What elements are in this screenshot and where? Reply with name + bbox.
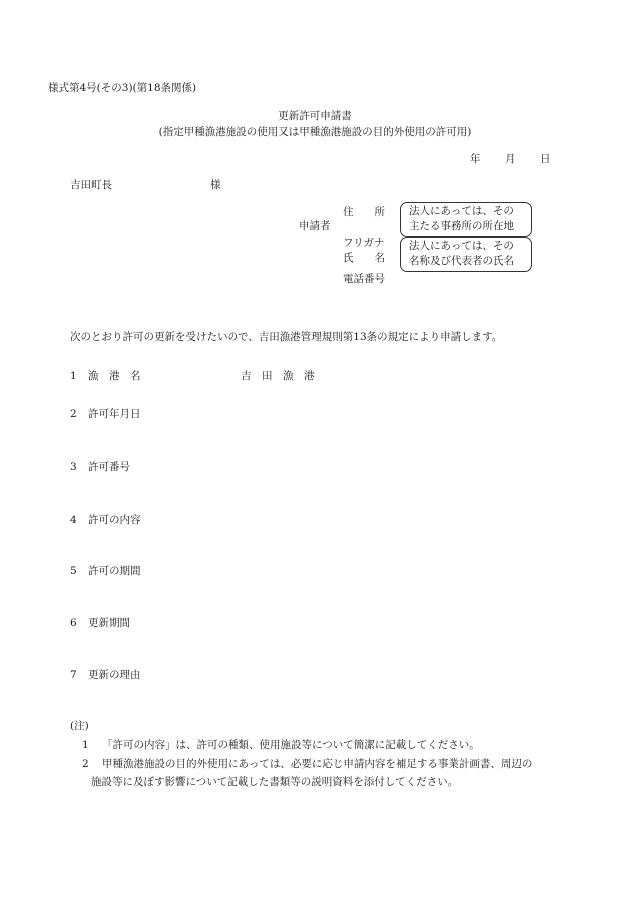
item-label: 漁 港 名 [88,370,141,382]
item-label: 許可番号 [88,461,130,473]
item-number: 4 [70,514,77,526]
item-fishing-port-value: 吉 田 漁 港 [241,370,315,382]
furigana-label: フリガナ [343,237,385,249]
item-fishing-port [70,369,141,383]
addressee-name: 吉田町長 [70,179,112,191]
item-number: 7 [70,669,77,681]
item-permit-content [70,513,141,527]
notes-heading: (注) [70,720,89,732]
item-number: 2 [70,408,77,420]
note-2-text-line1: 甲種漁港施設の目的外使用にあっては、必要に応じ申請内容を補足する事業計画書、周辺の [102,758,533,770]
note-1-text: 「許可の内容」は、許可の種類、使用施設等について簡潔に記載してください。 [102,739,480,751]
name-note-line1: 法人にあっては、その [409,240,514,252]
date-year-label: 年 [470,153,481,165]
name-label: 氏 名 [343,252,385,264]
date-month-label: 月 [505,153,516,165]
note-1-number: 1 [82,739,89,751]
item-label: 許可の期間 [88,565,141,577]
item-number: 3 [70,461,77,473]
item-label: 許可年月日 [88,408,141,420]
addressee-honorific: 様 [210,179,221,191]
date-day-label: 日 [540,153,551,165]
applicant-label: 申請者 [299,220,331,232]
item-label: 更新の理由 [88,669,141,681]
address-note-line1: 法人にあっては、その [409,205,514,217]
name-note-line2: 名称及び代表者の氏名 [409,255,514,267]
address-note-line2: 主たる事務所の所在地 [409,220,514,232]
item-renewal-period [70,616,130,630]
item-renewal-reason [70,668,141,682]
page-subtitle: (指定甲種漁港施設の使用又は甲種漁港施設の目的外使用の許可用) [158,126,472,138]
item-label: 許可の内容 [88,514,141,526]
item-permit-date [70,407,141,421]
item-permit-period [70,564,141,578]
statement: 次のとおり許可の更新を受けたいので、吉田漁港管理規則第13条の規定により申請します。 [70,331,503,343]
phone-label: 電話番号 [343,273,385,285]
item-number: 6 [70,617,77,629]
item-number: 1 [70,370,77,382]
address-label: 住 所 [343,206,385,218]
page-title: 更新許可申請書 [278,110,352,122]
item-number: 5 [70,565,77,577]
item-label: 更新期間 [88,617,130,629]
note-2-text-line2: 施設等に及ぼす影響について記載した書類等の説明資料を添付してください。 [91,776,459,788]
item-permit-number [70,460,130,474]
note-2-number: 2 [82,758,89,770]
form-label: 様式第4号(その3)(第18条関係) [48,82,197,94]
